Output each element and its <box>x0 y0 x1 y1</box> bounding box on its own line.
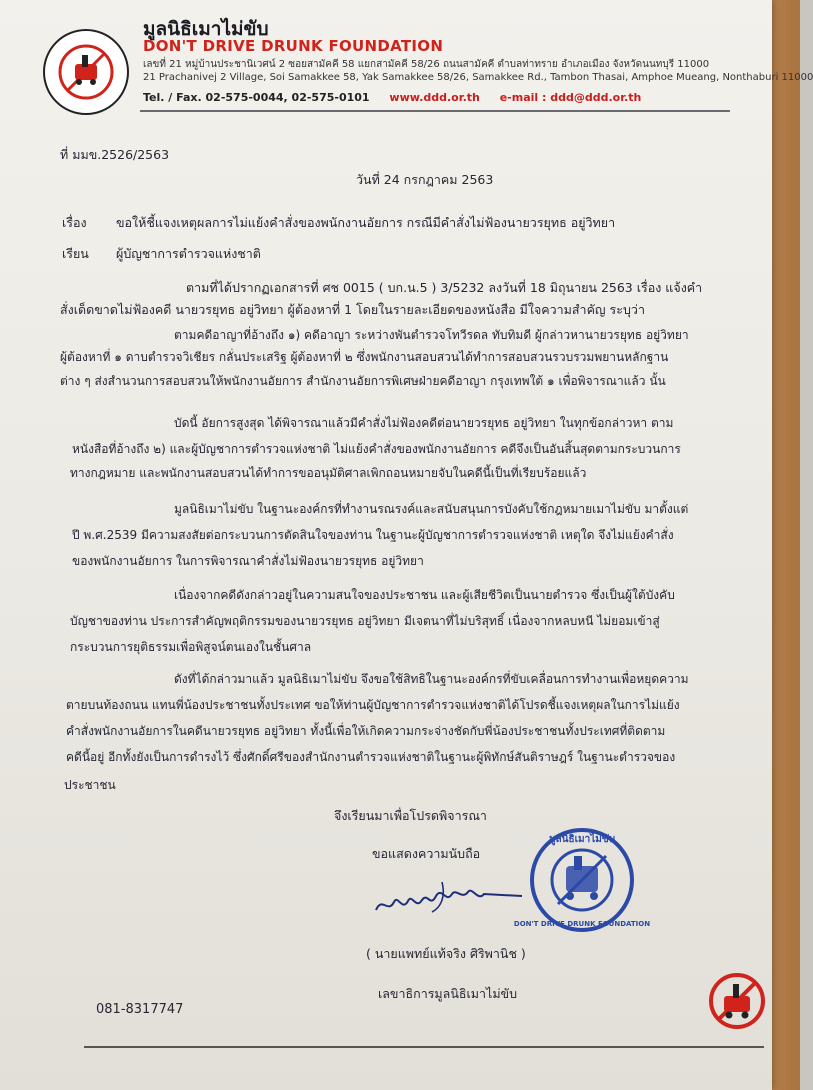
paragraph-5-line: เนื่องจากคดีดังกล่าวอยู่ในความสนใจของประชาชน และผู้เสียชีวิตเป็นนายตำรวจ ซึ่งเป็นผู้ใต้บังคับ <box>174 588 675 602</box>
contact-phone: 081-8317747 <box>96 1002 184 1017</box>
subject-label: เรื่อง <box>62 215 87 230</box>
footer-logo-icon <box>706 970 768 1032</box>
header-divider <box>140 110 730 112</box>
subject-text: ขอให้ชี้แจงเหตุผลการไม่แย้งคำสั่งของพนักงานอัยการ กรณีมีคำสั่งไม่ฟ้องนายวรยุทธ อยู่วิทยา <box>116 215 616 230</box>
address-thai: เลขที่ 21 หมู่บ้านประชานิเวศน์ 2 ซอยสามัคคี 58 แยกสามัคคี 58/26 ถนนสามัคคี ตำบลท่าทราย อำเภอเมือง จังหวัดนนทบุรี 11000 <box>143 59 710 70</box>
paragraph-3-line: ทางกฎหมาย และพนักงานสอบสวนได้ทำการขออนุมัติศาลเพิกถอนหมายจับในคดีนี้เป็นที่เรียบร้อยแล้ว <box>70 466 587 480</box>
recipient-text: ผู้บัญชาการตำรวจแห่งชาติ <box>116 246 261 261</box>
closing-salutation: ขอแสดงความนับถือ <box>372 846 481 861</box>
paragraph-6-line: คำสั่งพนักงานอัยการในคดีนายวรยุทธ อยู่วิทยา ทั้งนี้เพื่อให้เกิดความกระจ่างชัดกับพี่น้องประชาชนทั้งประเทศที่ติดตาม <box>66 724 666 738</box>
paragraph-6-line: คดีนี้อยู่ อีกทั้งยังเป็นการดำรงไว้ ซึ่งศักดิ์ศรีของสำนักงานตำรวจแห่งชาติในฐานะผู้พิทักษ์สันติราษฎร์ ในฐานะตำรวจของ <box>66 750 676 764</box>
paragraph-4-line: ปี พ.ศ.2539 มีความสงสัยต่อกระบวนการตัดสินใจของท่าน ในฐานะผู้บัญชาการตำรวจแห่งชาติ เหตุใด จึงไม่แย้งคำสั่ง <box>72 528 674 542</box>
website-link[interactable]: www.ddd.or.th <box>389 91 480 104</box>
org-name-english: DON'T DRIVE DRUNK FOUNDATION <box>143 37 444 55</box>
paragraph-6-line: ประชาชน <box>64 778 116 792</box>
paragraph-4-line: ของพนักงานอัยการ ในการพิจารณาคำสั่งไม่ฟ้องนายวรยุทธ อยู่วิทยา <box>72 554 424 568</box>
reference-number: ที่ มมข.2526/2563 <box>60 147 170 162</box>
paragraph-2-line: ต่าง ๆ ส่งสำนวนการสอบสวนให้พนักงานอัยการ สำนักงานอัยการพิเศษฝ่ายคดีอาญา กรุงเทพใต้ ๑ เพื่อพิจารณาแล้ว นั้น <box>60 374 666 388</box>
foundation-logo <box>42 28 130 116</box>
address-english: 21 Prachanivej 2 Village, Soi Samakkee 58, Yak Samakkee 58/26, Samakkee Rd., Tambon Thasai, Amphoe Mueang, Nonthaburi 11000 <box>143 72 813 83</box>
phone-fax: Tel. / Fax. 02-575-0044, 02-575-0101 <box>143 91 370 104</box>
paragraph-6-line: ตายบนท้องถนน แทนพี่น้องประชาชนทั้งประเทศ ขอให้ท่านผู้บัญชาการตำรวจแห่งชาติได้โปรดชี้แจงเหตุผลในการไม่แย้ง <box>66 698 680 712</box>
stamp-text-bottom: DON'T DRIVE DRUNK FOUNDATION <box>513 920 651 928</box>
paragraph-4-line: มูลนิธิเมาไม่ขับ ในฐานะองค์กรที่ทำงานรณรงค์และสนับสนุนการบังคับใช้กฎหมายเมาไม่ขับ มาตั้งแต่ <box>174 502 689 516</box>
closing-request: จึงเรียนมาเพื่อโปรดพิจารณา <box>334 808 487 823</box>
paragraph-1-line: ตามที่ได้ปรากฏเอกสารที่ ศช 0015 ( บก.น.5 ) 3/5232 ลงวันที่ 18 มิถุนายน 2563 เรื่อง แจ้งคำ <box>186 280 703 295</box>
paragraph-2-line: ตามคดีอาญาที่อ้างถึง ๑) คดีอาญา ระหว่างพันตำรวจโทวีรดล ทับทิมดี ผู้กล่าวหานายวรยุทธ อยู่วิทยา <box>174 328 689 342</box>
email-link[interactable]: e-mail : ddd@ddd.or.th <box>499 91 642 104</box>
paragraph-3-line: หนังสือที่อ้างถึง ๒) และผู้บัญชาการตำรวจแห่งชาติ ไม่แย้งคำสั่งของพนักงานอัยการ คดีจึงเป็นอันสิ้นสุดตามกระบวนการ <box>72 442 681 456</box>
paragraph-2-line: ผู้ต้องหาที่ ๑ ดาบตำรวจวิเชียร กลั่นประเสริฐ ผู้ต้องหาที่ ๒ ซึ่งพนักงานสอบสวนได้ทำการสอบสวนรวบรวมพยานหลักฐาน <box>60 350 669 364</box>
signer-name: ( นายแพทย์แท้จริง ศิริพานิช ) <box>366 946 526 961</box>
paragraph-3-line: บัดนี้ อัยการสูงสุด ได้พิจารณาแล้วมีคำสั่งไม่ฟ้องคดีต่อนายวรยุทธ อยู่วิทยา ในทุกข้อกล่าวหา ตาม <box>174 416 674 430</box>
contact-line <box>143 91 641 104</box>
stamp-text-top: มูลนิธิเมาไม่ขับ <box>548 834 616 845</box>
paragraph-5-line: กระบวนการยุติธรรมเพื่อพิสูจน์ตนเองในชั้นศาล <box>70 640 312 654</box>
footer-divider <box>84 1046 764 1048</box>
signer-title: เลขาธิการมูลนิธิเมาไม่ขับ <box>378 986 518 1001</box>
paragraph-6-line: ดังที่ได้กล่าวมาแล้ว มูลนิธิเมาไม่ขับ จึงขอใช้สิทธิในฐานะองค์กรที่ขับเคลื่อนการทำงานเพื่อหยุดความ <box>174 672 689 686</box>
paragraph-1-line: สั่งเด็ดขาดไม่ฟ้องคดี นายวรยุทธ อยู่วิทยา ผู้ต้องหาที่ 1 โดยในรายละเอียดของหนังสือ มีใจความสำคัญ ระบุว่า <box>60 302 645 317</box>
letter-date: วันที่ 24 กรกฎาคม 2563 <box>356 172 494 187</box>
foundation-stamp <box>513 826 651 934</box>
recipient-label: เรียน <box>62 246 89 261</box>
paragraph-5-line: บัญชาของท่าน ประการสำคัญพฤติกรรมของนายวรยุทธ อยู่วิทยา มีเจตนาที่ไม่บริสุทธิ์ เนื่องจากหลบหนี ไม่ยอมเข้าสู่ <box>70 614 660 628</box>
org-name-thai: มูลนิธิเมาไม่ขับ <box>143 18 269 40</box>
signature <box>372 874 532 924</box>
